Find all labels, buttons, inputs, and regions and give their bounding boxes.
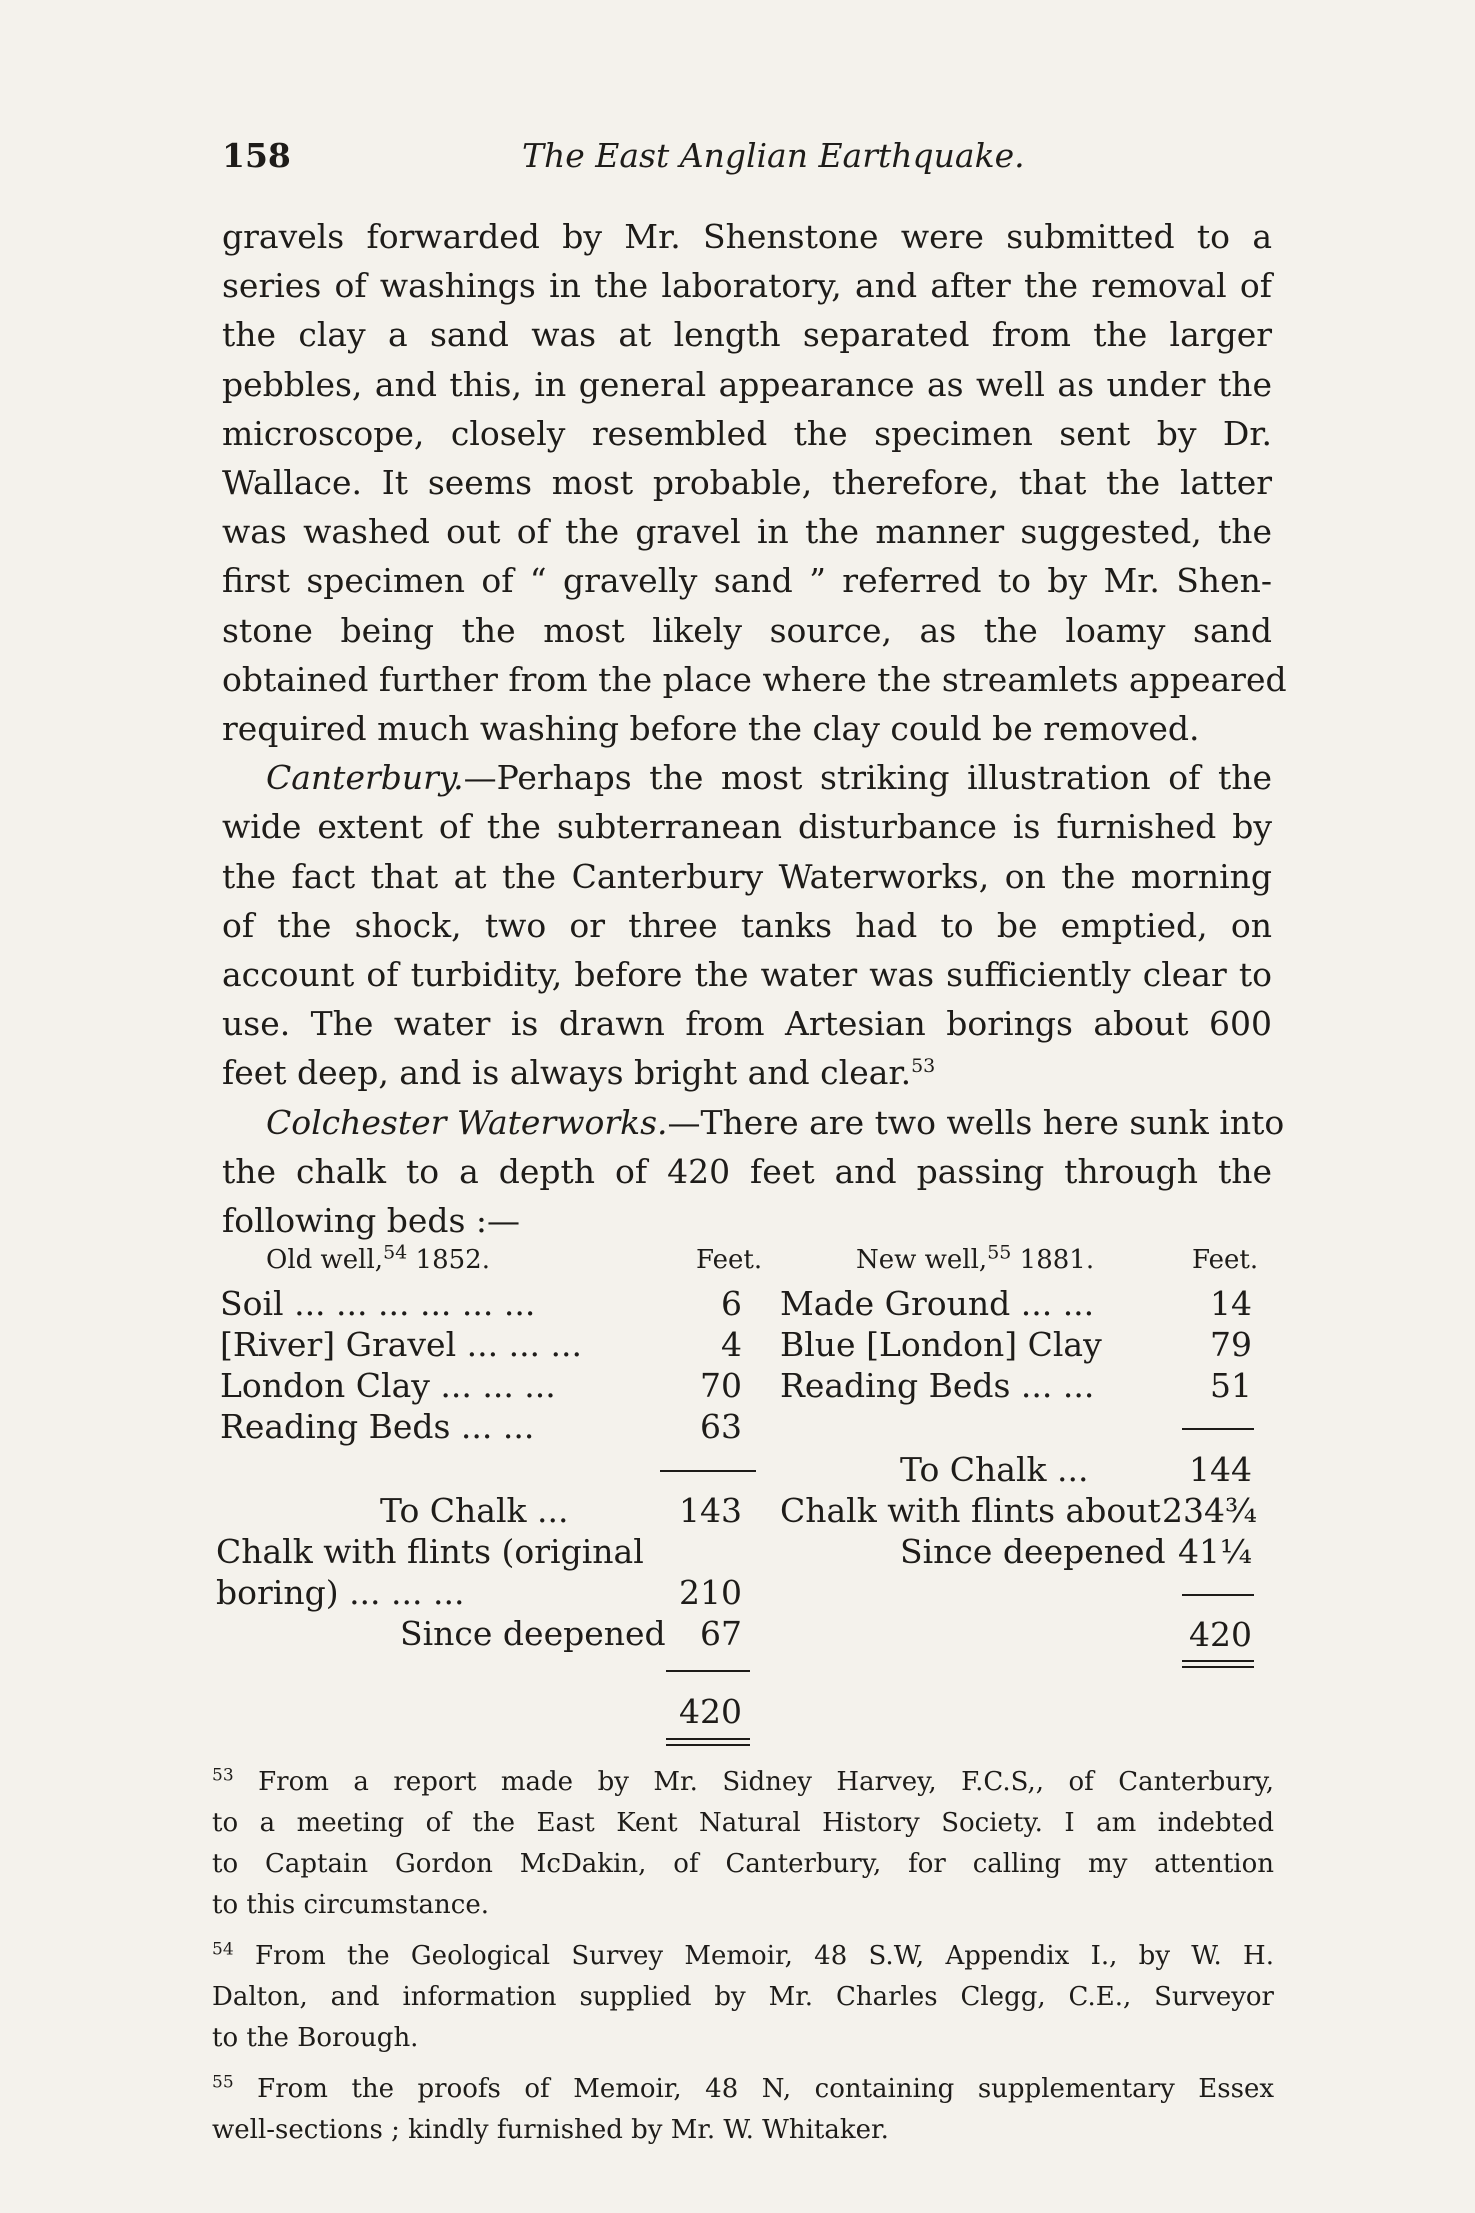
- sum-rule: [1182, 1428, 1254, 1430]
- old-chalk-label-cont: boring) ... ... ...: [216, 1573, 465, 1612]
- text-line: first specimen of “ gravelly sand ” referred to by Mr. Shen-: [222, 561, 1272, 601]
- old-row-label: Reading Beds ... ...: [220, 1407, 535, 1446]
- footnote-ref: 54: [383, 1241, 408, 1264]
- sum-rule: [660, 1470, 756, 1472]
- new-well-heading: [856, 1241, 1095, 1275]
- old-row-feet: 63: [700, 1407, 742, 1446]
- section-heading-canterbury: Canterbury.: [266, 758, 464, 798]
- footnotes: [212, 1762, 1274, 2151]
- old-to-chalk-label: To Chalk ...: [380, 1491, 569, 1530]
- footnote-54-line: Dalton, and information supplied by Mr. Charles Clegg, C.E., Surveyor: [212, 1982, 1274, 2012]
- old-deepened-feet: 67: [700, 1614, 742, 1653]
- footnote-ref: 53: [911, 1055, 936, 1078]
- text-line: Wallace. It seems most probable, therefore, that the latter: [222, 463, 1272, 503]
- new-row-label: Reading Beds ... ...: [780, 1366, 1095, 1405]
- text-line: gravels forwarded by Mr. Shenstone were submitted to a: [222, 217, 1272, 256]
- total-double-rule: [666, 1744, 750, 1746]
- total-rule: [666, 1670, 750, 1672]
- text-line: required much washing before the clay could be removed.: [222, 709, 1200, 749]
- text-span: From the proofs of Memoir, 48 N, containing supplementary Essex: [233, 2074, 1274, 2104]
- text-line: series of washings in the laboratory, and after the removal of: [222, 266, 1272, 306]
- text-span: —There are two wells here sunk into: [667, 1102, 1285, 1142]
- new-row-feet: 51: [1210, 1366, 1252, 1405]
- table-header: [222, 1241, 1272, 1281]
- text-line: wide extent of the subterranean disturbance is furnished by: [222, 807, 1272, 847]
- old-row-feet: 70: [700, 1366, 742, 1405]
- new-deepened-feet: 41¼: [1178, 1532, 1252, 1571]
- footnote-53-line: [212, 1762, 1274, 1803]
- text-line: of the shock, two or three tanks had to be emptied, on: [222, 905, 1272, 945]
- old-well-heading: [266, 1241, 490, 1275]
- text-line: was washed out of the gravel in the manner suggested, the: [222, 512, 1272, 552]
- old-row-label: [River] Gravel ... ... ...: [220, 1325, 583, 1364]
- paragraph-colchester-first-line: [222, 1098, 1285, 1147]
- new-to-chalk-feet: 144: [1189, 1450, 1252, 1489]
- old-row-feet: 4: [721, 1325, 742, 1364]
- text-line: stone being the most likely source, as the loamy sand: [222, 610, 1272, 650]
- footnote-mark: 53: [212, 1765, 234, 1786]
- footnote-gap: [212, 2059, 1274, 2069]
- new-feet-heading: Feet.: [1192, 1245, 1259, 1275]
- old-chalk-feet: 210: [679, 1573, 742, 1612]
- text-span: feet deep, and is always bright and clear.: [222, 1053, 912, 1093]
- page-header: [222, 136, 1262, 186]
- footnote-54-line: to the Borough.: [212, 2023, 419, 2053]
- footnote-53-line: to a meeting of the East Kent Natural History Society. I am indebted: [212, 1808, 1274, 1838]
- new-row-feet: 14: [1210, 1284, 1252, 1323]
- page-number: 158: [222, 136, 291, 175]
- footnote-mark: 55: [212, 2072, 234, 2093]
- heading-year: 1881.: [1011, 1245, 1095, 1275]
- old-feet-heading: Feet.: [696, 1245, 763, 1275]
- new-to-chalk-label: To Chalk ...: [900, 1450, 1089, 1489]
- footnote-55-line: [212, 2069, 1274, 2110]
- text-line: account of turbidity, before the water was sufficiently clear to: [222, 955, 1272, 995]
- text-line: [222, 1048, 1272, 1097]
- heading-year: 1852.: [407, 1245, 490, 1275]
- total-double-rule: [1182, 1660, 1254, 1662]
- new-total-feet: 420: [1189, 1615, 1252, 1654]
- old-total-feet: 420: [679, 1692, 742, 1731]
- well-sections-table: [216, 1284, 1272, 1754]
- total-double-rule: [1182, 1666, 1254, 1668]
- text-line: obtained further from the place where the streamlets appeared: [222, 659, 1287, 699]
- old-row-label: Soil ... ... ... ... ... ...: [220, 1284, 536, 1323]
- text-line: microscope, closely resembled the specimen sent by Dr.: [222, 413, 1272, 453]
- footnote-54-line: [212, 1936, 1274, 1977]
- footnote-mark: 54: [212, 1939, 234, 1960]
- new-row-label: Made Ground ... ...: [780, 1284, 1095, 1323]
- text-line: pebbles, and this, in general appearance as well as under the: [222, 364, 1272, 404]
- footnote-55-line: well-sections ; kindly furnished by Mr. W. Whitaker.: [212, 2115, 889, 2145]
- new-row-label: Blue [London] Clay: [780, 1325, 1102, 1364]
- old-deepened-label: Since deepened: [400, 1614, 666, 1653]
- text-line: the clay a sand was at length separated from the larger: [222, 315, 1272, 355]
- new-deepened-label: Since deepened: [900, 1532, 1166, 1571]
- text-span: —Perhaps the most striking illustration of the: [463, 758, 1272, 798]
- heading-text: Old well,: [266, 1245, 384, 1275]
- text-line: the chalk to a depth of 420 feet and passing through the: [222, 1151, 1272, 1191]
- text-line: use. The water is drawn from Artesian borings about 600: [222, 1004, 1272, 1044]
- footnote-ref: 55: [987, 1241, 1012, 1264]
- text-span: From the Geological Survey Memoir, 48 S.W, Appendix I., by W. H.: [233, 1941, 1274, 1971]
- text-line: following beds :—: [222, 1201, 521, 1241]
- text-span: From a report made by Mr. Sidney Harvey, F.C.S,, of Canterbury,: [233, 1767, 1274, 1797]
- footnote-gap: [212, 1926, 1274, 1936]
- body-text: [222, 212, 1287, 1245]
- footnote-53-line: to this circumstance.: [212, 1890, 489, 1920]
- new-row-feet: 79: [1210, 1325, 1252, 1364]
- old-to-chalk-feet: 143: [679, 1491, 742, 1530]
- total-rule: [1182, 1594, 1254, 1596]
- heading-text: New well,: [856, 1245, 988, 1275]
- section-heading-colchester: Colchester Waterworks.: [266, 1102, 668, 1142]
- running-title: The East Anglian Earthquake.: [522, 136, 1025, 175]
- old-chalk-label: Chalk with flints (original: [216, 1532, 644, 1571]
- total-double-rule: [666, 1738, 750, 1740]
- paragraph-canterbury-first-line: [222, 753, 1272, 802]
- new-chalk-feet: 234¾: [1162, 1491, 1257, 1530]
- footnote-53-line: to Captain Gordon McDakin, of Canterbury, for calling my attention: [212, 1849, 1274, 1879]
- new-chalk-label: Chalk with flints about: [780, 1491, 1161, 1530]
- text-line: the fact that at the Canterbury Waterworks, on the morning: [222, 856, 1272, 896]
- old-row-feet: 6: [721, 1284, 742, 1323]
- old-row-label: London Clay ... ... ...: [220, 1366, 556, 1405]
